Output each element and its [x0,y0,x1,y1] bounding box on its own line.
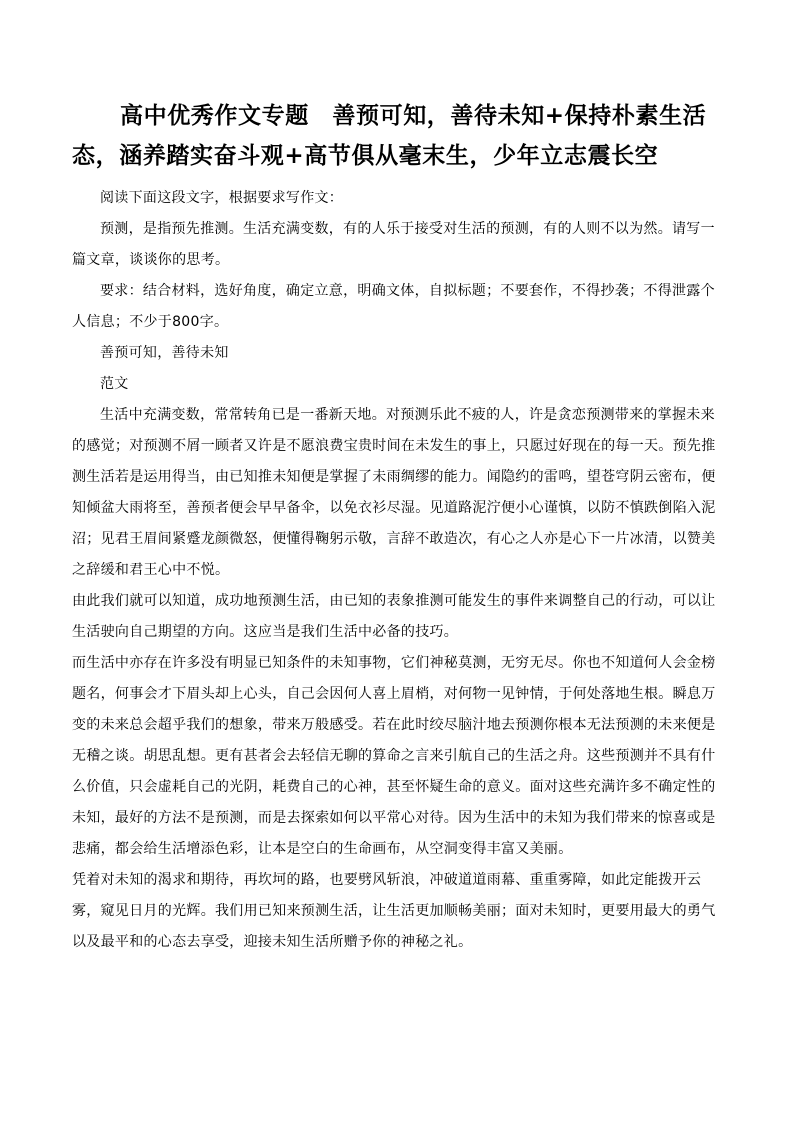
essay-title: 善预可知，善待未知 [100,345,229,361]
prompt-paragraph: 预测，是指预先推测。生活充满变数，有的人乐于接受对生活的预测，有的人则不以为然。请写一篇文章，谈谈你的思考。 [72,221,715,268]
requirements-paragraph: 要求：结合材料，选好角度，确定立意，明确文体，自拟标题；不要套作，不得抄袭；不得泄露个人信息；不少于800字。 [72,283,715,330]
document-body [72,183,726,958]
essay-paragraph-4: 凭着对未知的渴求和期待，再坎坷的路，也要劈风斩浪，冲破道道雨幕、重重雾障，如此定能拨开云雾，窥见日月的光辉。我们用已知来预测生活，让生活更加顺畅美丽；面对未知时，更要用最大的勇气以及最平和的心态去享受，迎接未知生活所赠予你的神秘之礼。 [72,872,716,950]
instruction-paragraph: 阅读下面这段文字，根据要求写作文： [100,190,344,206]
essay-paragraph-2: 由此我们就可以知道，成功地预测生活，由已知的表象推测可能发生的事件来调整自己的行动，可以让生活驶向自己期望的方向。这应当是我们生活中必备的技巧。 [72,593,716,640]
essay-paragraph-3: 而生活中亦存在许多没有明显已知条件的未知事物，它们神秘莫测，无穷无尽。你也不知道何人会金榜题名，何事会才下眉头却上心头，自己会因何人喜上眉梢，对何物一见钟情，于何处落地生根。瞬息万变的未来总会超乎我们的想象，带来万般感受。若在此时绞尽脑汁地去预测你根本无法预测的未来便是无稽之谈。胡思乱想。更有甚者会去轻信无聊的算命之言来引航自己的生活之舟。这些预测并不具有什么价值，只会虚耗自己的光阴，耗费自己的心神，甚至怀疑生命的意义。面对这些充满许多不确定性的未知，最好的方法不是预测，而是去探索如何以平常心对待。因为生活中的未知为我们带来的惊喜或是悲痛，都会给生活增添色彩，让本是空白的生命画布，从空洞变得丰富又美丽。 [72,655,716,857]
essay-paragraph-1: 生活中充满变数，常常转角已是一番新天地。对预测乐此不疲的人，许是贪恋预测带来的掌握未来的感觉；对预测不屑一顾者又许是不愿浪费宝贵时间在未发生的事上，只愿过好现在的每一天。预先推测生活若是运用得当，由已知推未知便是掌握了未雨绸缪的能力。闻隐约的雷鸣，望苍穹阴云密布，便知倾盆大雨将至，善预者便会早早备伞，以免衣衫尽湿。见道路泥泞便小心谨慎，以防不慎跌倒陷入泥沼；见君王眉间紧蹙龙颜微怒，便懂得鞠躬示敬，言辞不敢造次，有心之人亦是心下一片冰清，以赞美之辞缓和君王心中不悦。 [72,407,716,578]
document-title: 高中优秀作文专题 善预可知，善待未知+保持朴素生活态，涵养踏实奋斗观+高节俱从毫末生，少年立志震长空 [72,102,707,169]
sample-essay-label: 范文 [100,376,129,392]
